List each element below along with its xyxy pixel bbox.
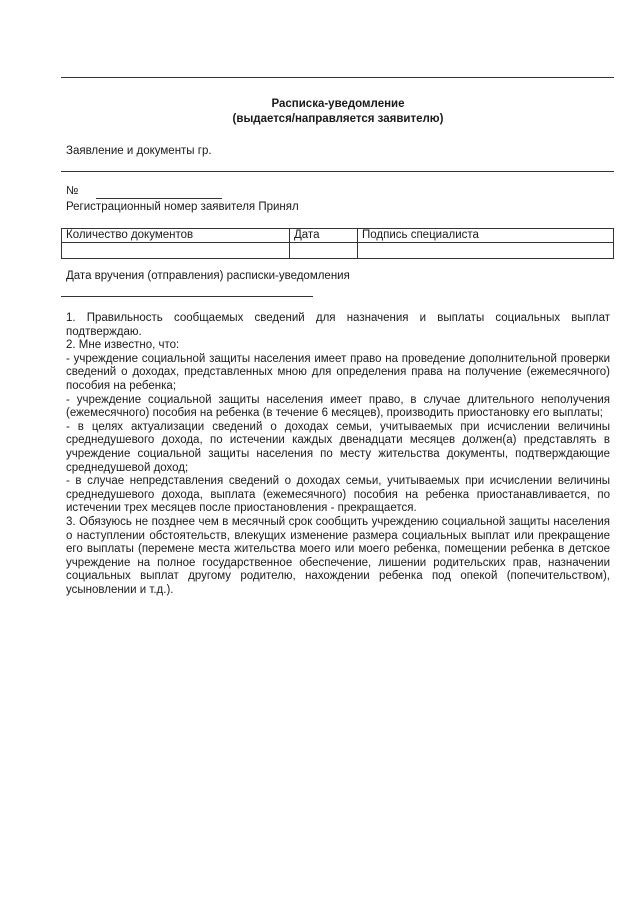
delivery-date-rule: [61, 296, 313, 297]
top-rule: [61, 77, 614, 78]
column-header-date: Дата: [290, 229, 358, 243]
cell-signature: [358, 243, 614, 259]
title-line-1: Расписка-уведомление: [271, 98, 405, 110]
paragraph-2: 2. Мне известно, что:: [66, 339, 180, 352]
paragraph-6: - в случае непредставления сведений о доходах семьи, учитываемых при исчислении величины среднедушевого дохода, выплата (ежемесячного) пособия на ребенка приостанавливается, по истечении трех месяцев после приостановления - прекращается.: [66, 475, 610, 515]
document-title: [60, 97, 616, 127]
paragraph-1: 1. Правильность сообщаемых сведений для назначения и выплаты социальных выплат подтверждаю.: [66, 312, 610, 338]
delivery-date-label: Дата вручения (отправления) расписки-уведомления: [66, 270, 350, 282]
registration-line-label: Регистрационный номер заявителя Принял: [66, 201, 299, 213]
column-header-doc-count: Количество документов: [62, 229, 290, 243]
number-label: №: [66, 185, 79, 197]
declaration-text: [66, 312, 610, 597]
paragraph-5: - в целях актуализации сведений о доходах семьи, учитываемых при исчислении величины среднедушевого дохода, по истечении каждых двенадцати месяцев должен(а) представлять в учреждение социальной защиты населения по месту жительства документы, подтверждающие среднедушевой доход;: [66, 420, 610, 474]
table-row: [62, 243, 614, 259]
number-field-line: [96, 198, 222, 199]
paragraph-3: - учреждение социальной защиты населения имеет право на проведение дополнительной проверки сведений о доходах, представленных мною для определения права на получение (ежемесячного) пособия на ребенка;: [66, 352, 610, 392]
table-header-row: [62, 229, 614, 243]
paragraph-4: - учреждение социальной защиты населения имеет право, в случае длительного неполучения (ежемесячного) пособия на ребенка (в течение 6 месяцев), производить приостановку его выплаты;: [66, 393, 610, 420]
applicant-rule: [61, 171, 614, 172]
cell-doc-count: [62, 243, 290, 259]
paragraph-7: 3. Обязуюсь не позднее чем в месячный срок сообщить учреждению социальной защиты населения о наступлении обстоятельств, влекущих изменение размера социальных выплат или прекращение его выплаты (перемене места жительства моего или моего ребенка, помещении ребенка в детское учреждение на полное государственное обеспечение, лишении родительских прав, назначении социальных выплат другому родителю, нахождении ребенка под опекой (попечительством), усыновлении и т.д.).: [66, 515, 610, 596]
column-header-signature: Подпись специалиста: [358, 229, 614, 243]
documents-table: [61, 228, 614, 259]
cell-date: [290, 243, 358, 259]
applicant-label: Заявление и документы гр.: [66, 145, 212, 157]
title-line-2: (выдается/направляется заявителю): [232, 113, 444, 125]
